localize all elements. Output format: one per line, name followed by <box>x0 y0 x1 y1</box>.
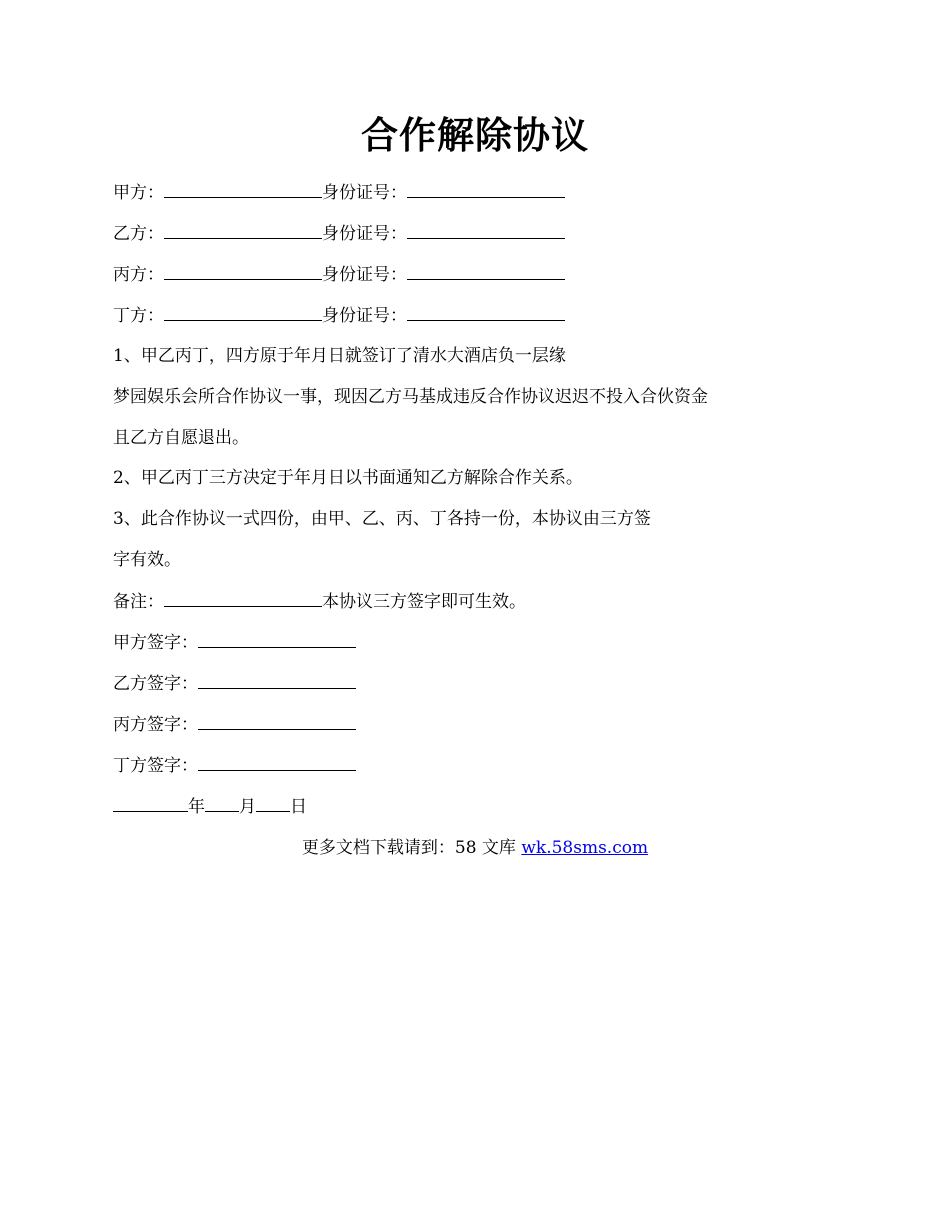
document-title: 合作解除协议 <box>361 113 589 157</box>
signature-blank <box>198 753 356 771</box>
year-blank <box>113 794 188 812</box>
signature-line-jia <box>113 630 356 655</box>
signature-label: 乙方签字： <box>113 674 198 694</box>
party-label: 丙方： <box>113 265 164 285</box>
day-blank <box>256 794 290 812</box>
id-blank <box>407 180 565 198</box>
date-line <box>113 794 307 819</box>
clause-1-line-2: 梦园娱乐会所合作协议一事，现因乙方马基成违反合作协议迟迟不投入合伙资金 <box>113 387 708 407</box>
remark-line <box>113 589 526 614</box>
signature-label: 丙方签字： <box>113 715 198 735</box>
remark-label: 备注： <box>113 592 164 612</box>
clause-3-line-2: 字有效。 <box>113 550 181 570</box>
signature-blank <box>198 630 356 648</box>
id-blank <box>407 262 565 280</box>
name-blank <box>164 180 322 198</box>
signature-label: 甲方签字： <box>113 633 198 653</box>
id-blank <box>407 303 565 321</box>
signature-line-ding <box>113 753 356 778</box>
party-label: 丁方： <box>113 306 164 326</box>
signature-line-yi <box>113 671 356 696</box>
id-label: 身份证号： <box>322 224 407 244</box>
year-label: 年 <box>188 797 205 817</box>
clause-3-line-1: 3、此合作协议一式四份，由甲、乙、丙、丁各持一份，本协议由三方签 <box>113 509 651 529</box>
remark-blank <box>164 589 322 607</box>
name-blank <box>164 303 322 321</box>
id-label: 身份证号： <box>322 265 407 285</box>
id-label: 身份证号： <box>322 183 407 203</box>
signature-label: 丁方签字： <box>113 756 198 776</box>
signature-line-bing <box>113 712 356 737</box>
clause-2: 2、甲乙丙丁三方决定于年月日以书面通知乙方解除合作关系。 <box>113 468 583 488</box>
name-blank <box>164 262 322 280</box>
remark-text: 本协议三方签字即可生效。 <box>322 592 526 612</box>
party-line-yi <box>113 221 565 246</box>
month-label: 月 <box>239 797 256 817</box>
id-blank <box>407 221 565 239</box>
footer-text: 更多文档下载请到：58 文库 <box>301 838 522 858</box>
party-line-bing <box>113 262 565 287</box>
id-label: 身份证号： <box>322 306 407 326</box>
party-line-jia <box>113 180 565 205</box>
day-label: 日 <box>290 797 307 817</box>
clause-1-line-3: 且乙方自愿退出。 <box>113 428 249 448</box>
party-line-ding <box>113 303 565 328</box>
party-label: 乙方： <box>113 224 164 244</box>
footer <box>0 836 950 860</box>
name-blank <box>164 221 322 239</box>
signature-blank <box>198 712 356 730</box>
signature-blank <box>198 671 356 689</box>
footer-link[interactable]: wk.58sms.com <box>521 838 649 858</box>
party-label: 甲方： <box>113 183 164 203</box>
clause-1-line-1: 1、甲乙丙丁，四方原于年月日就签订了清水大酒店负一层缘 <box>113 346 566 366</box>
month-blank <box>205 794 239 812</box>
